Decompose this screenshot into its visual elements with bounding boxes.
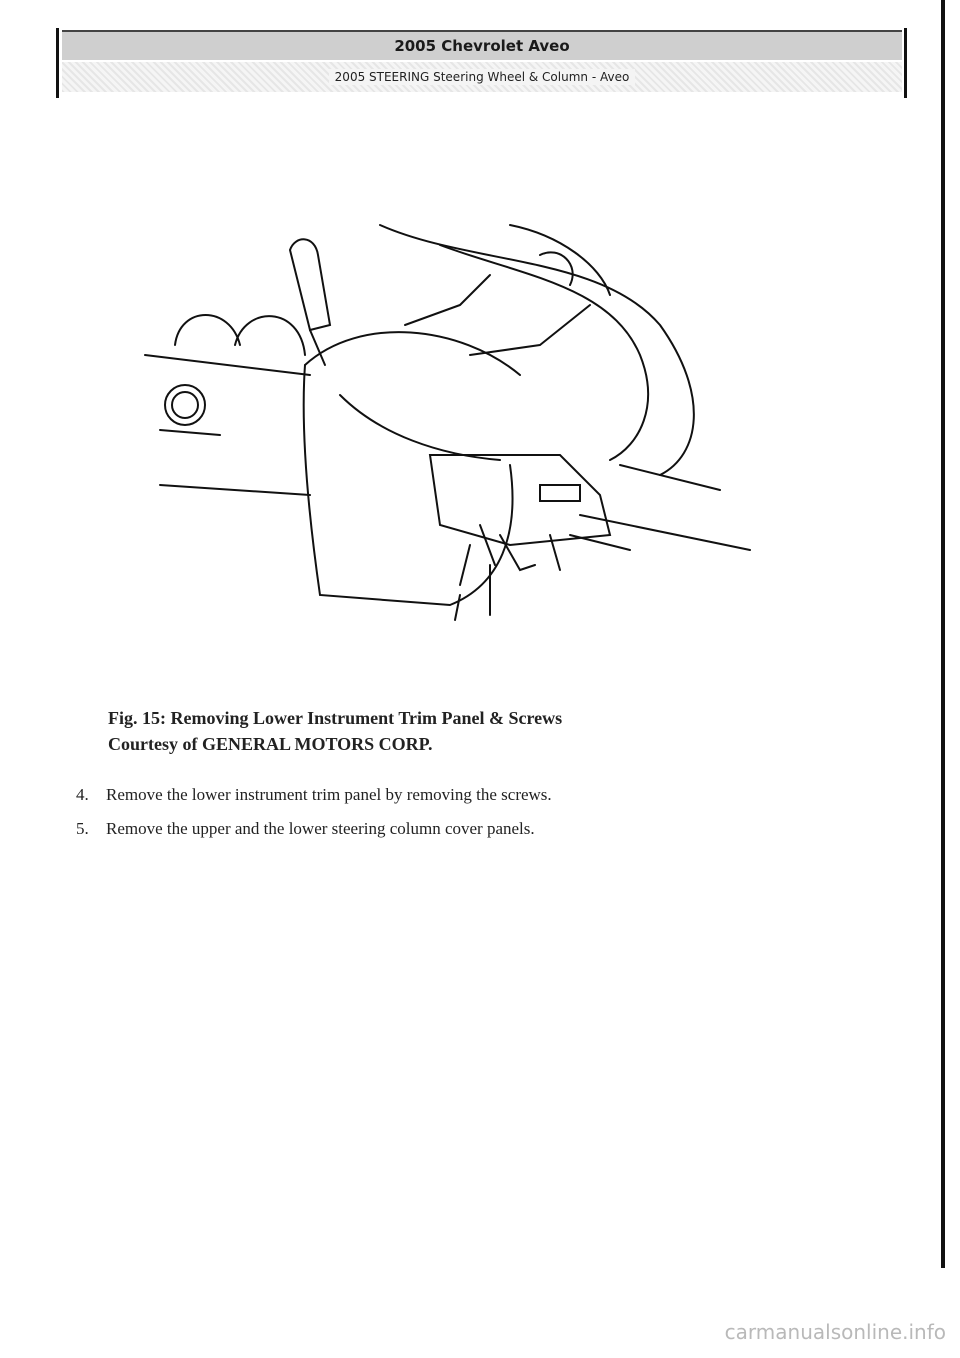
page-header: [62, 30, 902, 92]
caption-title: Fig. 15: Removing Lower Instrument Trim Panel & Screws: [108, 708, 563, 728]
document-title: 2005 Chevrolet Aveo: [62, 30, 902, 60]
page-right-border: [941, 0, 945, 1268]
document-subtitle-bar: [62, 62, 902, 92]
procedure-steps: [76, 780, 836, 848]
figure-caption: [108, 705, 808, 757]
site-watermark: carmanualsonline.info: [724, 1320, 946, 1344]
header-right-rule: [904, 28, 907, 98]
step-text: Remove the upper and the lower steering column cover panels.: [106, 819, 535, 838]
caption-credit: Courtesy of GENERAL MOTORS CORP.: [108, 734, 433, 754]
steering-column-illustration: [140, 205, 760, 635]
header-left-rule: [56, 28, 59, 98]
step-text: Remove the lower instrument trim panel by removing the screws.: [106, 785, 552, 804]
step-number: 5.: [76, 819, 89, 838]
step-number: 4.: [76, 785, 89, 804]
step-item: [76, 814, 836, 844]
document-subtitle: 2005 STEERING Steering Wheel & Column - Aveo: [329, 69, 636, 85]
step-item: [76, 780, 836, 810]
